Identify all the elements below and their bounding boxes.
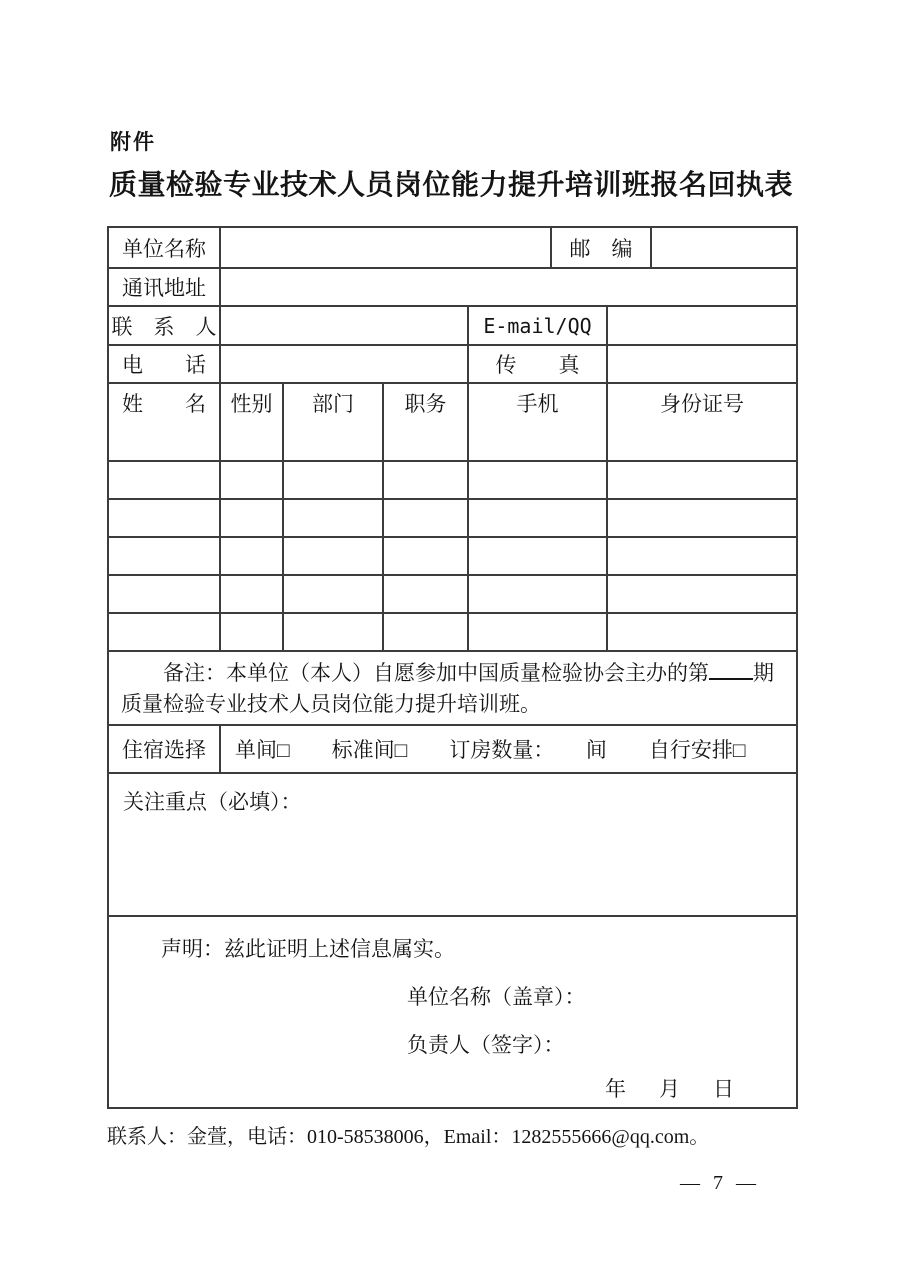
attendee-header-row [109,382,796,422]
attendee-empty-cell [606,614,796,650]
attendee-empty-cell [282,422,382,460]
attendee-empty-cell [467,576,606,612]
remark-line2: 质量检验专业技术人员岗位能力提升培训班。 [121,692,541,716]
row-contact [109,305,796,344]
remark-cell [109,652,796,724]
attendee-empty-cell [382,500,467,536]
attendee-empty-cell [109,462,219,498]
phone-field [219,346,467,382]
attendee-empty-cell [467,462,606,498]
contact-label: 联 系 人 [111,314,217,339]
attendee-empty-cell [282,614,382,650]
remark-line1: 备注：本单位（本人）自愿参加中国质量检验协会主办的第 期 [163,661,774,685]
attendee-empty-cell [467,422,606,460]
attendee-empty-cell [606,462,796,498]
declaration-cell [109,917,796,1107]
attendee-empty-row [109,422,796,460]
attendee-empty-cell [282,576,382,612]
contact-field [219,307,467,344]
attendee-empty-cell [282,500,382,536]
attendee-empty-row [109,536,796,574]
accommodation-row [109,724,796,772]
attendee-empty-cell [606,576,796,612]
unit-seal-label: 单位名称（盖章）： [407,985,586,1009]
focus-label: 关注重点（必填）： [123,790,302,814]
address-field [219,269,796,305]
attendee-empty-cell [219,576,282,612]
attendee-empty-rows [109,422,796,650]
attendee-empty-cell [109,614,219,650]
attendee-empty-cell [109,538,219,574]
attendee-empty-cell [382,576,467,612]
remark-blank-underline [709,659,753,680]
attendee-empty-cell [467,614,606,650]
attendee-empty-cell [467,500,606,536]
header-mobile: 手机 [467,384,606,422]
postal-code-field [650,228,796,267]
attendee-empty-cell [382,538,467,574]
header-id-number: 身份证号 [606,384,796,422]
address-label: 通讯地址 [122,276,206,300]
registration-form-table [107,226,798,1109]
fax-label: 传 真 [467,346,606,382]
focus-row [109,772,796,915]
signer-label: 负责人（签字）： [407,1033,565,1057]
attendee-empty-cell [382,422,467,460]
attendee-empty-cell [382,462,467,498]
attendee-empty-cell [219,500,282,536]
header-department: 部门 [282,384,382,422]
email-qq-field [606,307,796,344]
attendee-empty-cell [606,538,796,574]
attendee-empty-cell [382,614,467,650]
accommodation-label: 住宿选择 [122,738,206,762]
attendee-empty-cell [219,462,282,498]
attachment-label: 附件 [110,130,156,154]
phone-label: 电 话 [122,353,206,377]
accommodation-options: 单间□ 标准间□ 订房数量： 间 自行安排□ [219,726,796,772]
attendee-empty-cell [282,538,382,574]
header-name: 姓 名 [122,392,206,416]
page-title: 质量检验专业技术人员岗位能力提升培训班报名回执表 [108,170,793,201]
header-position: 职务 [382,384,467,422]
attendee-empty-cell [219,614,282,650]
attendee-empty-cell [109,576,219,612]
postal-code-label: 邮 编 [550,228,650,267]
attendee-empty-cell [219,422,282,460]
attendee-empty-cell [282,462,382,498]
unit-name-label: 单位名称 [122,236,206,261]
email-qq-label: E-mail/QQ [467,307,606,344]
attendee-empty-cell [606,500,796,536]
footer-contact: 联系人：金萱，电话：010-58538006，Email：1282555666@qq.com。 [107,1126,710,1148]
attendee-empty-row [109,460,796,498]
fax-field [606,346,796,382]
remark-row [109,650,796,724]
row-unit-name [109,228,796,267]
row-phone [109,344,796,382]
declaration-statement: 声明：兹此证明上述信息属实。 [161,937,455,961]
attendee-empty-row [109,498,796,536]
attendee-empty-cell [606,422,796,460]
row-address [109,267,796,305]
page-number: — 7 — [680,1172,760,1194]
attendee-empty-cell [109,422,219,460]
attendee-empty-row [109,612,796,650]
declaration-row [109,915,796,1107]
attendee-empty-cell [467,538,606,574]
attendee-empty-row [109,574,796,612]
date-label: 年 月 日 [605,1077,740,1101]
attendee-empty-cell [109,500,219,536]
unit-name-field [219,228,550,267]
attendee-empty-cell [219,538,282,574]
header-gender: 性别 [219,384,282,422]
